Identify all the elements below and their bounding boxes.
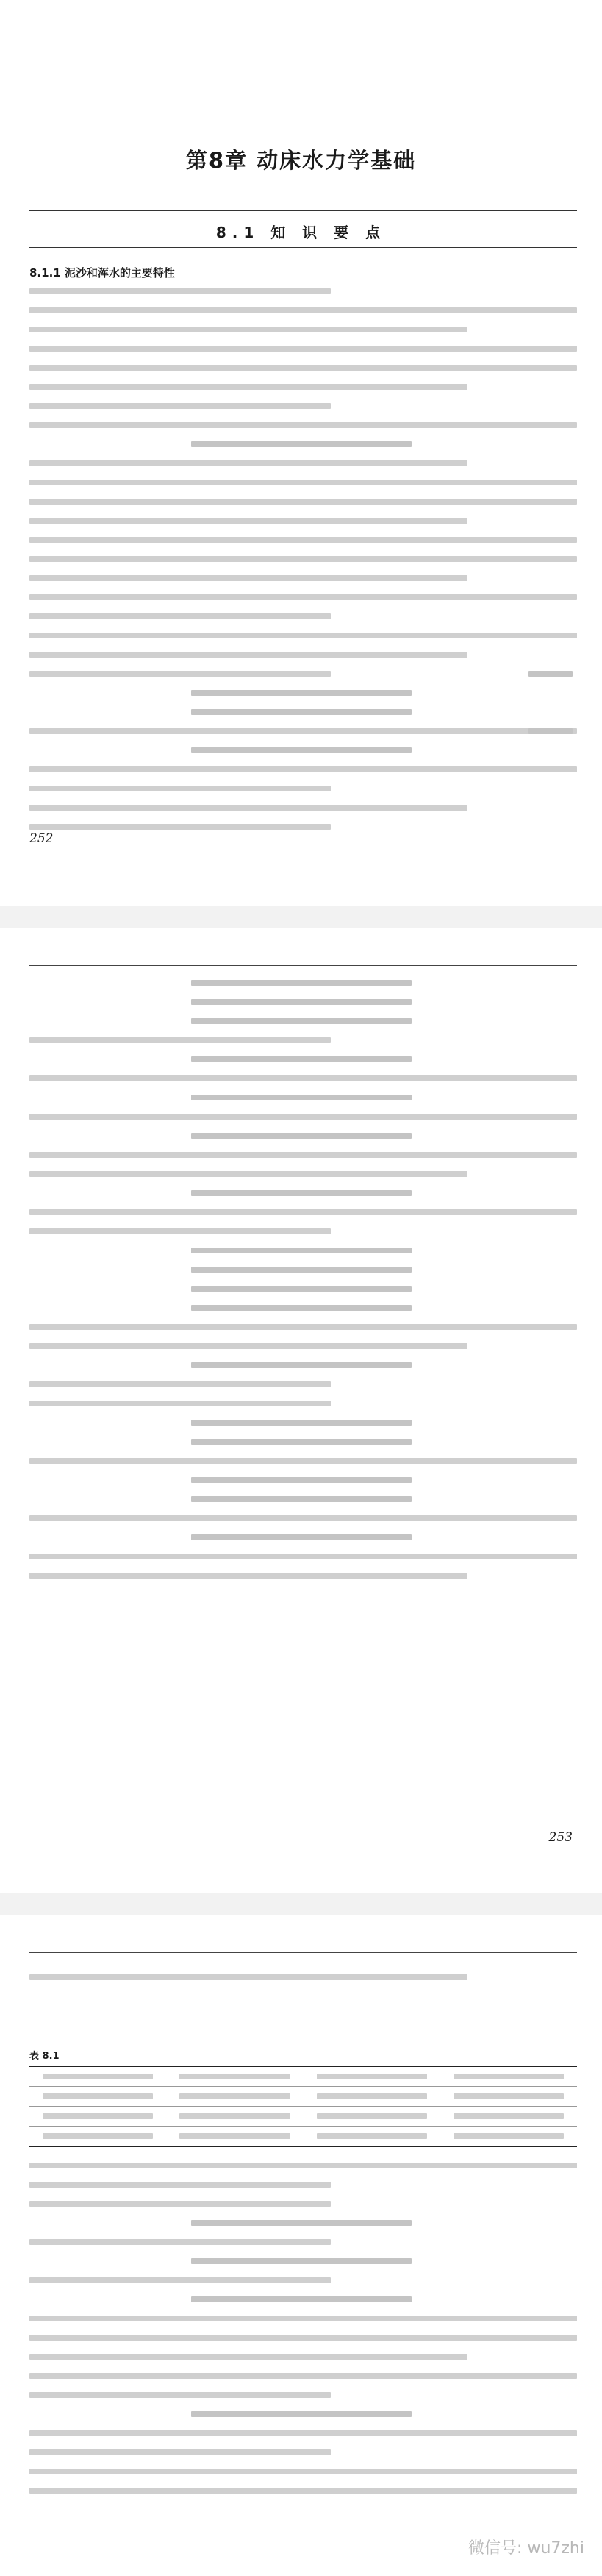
equation-number bbox=[528, 728, 573, 734]
table-header-row bbox=[29, 2067, 577, 2087]
text-line bbox=[29, 2373, 577, 2379]
text-line bbox=[29, 327, 467, 332]
equation-line bbox=[191, 1534, 412, 1540]
text-line bbox=[29, 1324, 577, 1330]
text-line bbox=[29, 1209, 577, 1215]
running-head-rule bbox=[29, 1952, 577, 1953]
text-line bbox=[29, 346, 577, 352]
text-line bbox=[29, 613, 331, 619]
text-line bbox=[29, 2430, 577, 2436]
subsection-heading-8-1-1: 8.1.1 泥沙和浑水的主要特性 bbox=[29, 266, 175, 280]
table-row bbox=[29, 2107, 577, 2127]
equation-line bbox=[191, 980, 412, 986]
equation-line bbox=[191, 1056, 412, 1062]
text-line bbox=[29, 766, 577, 772]
equation-line bbox=[191, 441, 412, 447]
text-line bbox=[29, 671, 331, 677]
equation-line bbox=[191, 1362, 412, 1368]
text-line bbox=[29, 2449, 331, 2455]
text-line bbox=[29, 556, 577, 562]
chapter-title: 第8章 动床水力学基础 bbox=[185, 148, 417, 173]
body-text-block bbox=[29, 980, 577, 1592]
equation-line bbox=[191, 1477, 412, 1483]
text-line bbox=[29, 518, 467, 524]
running-head-rule bbox=[29, 965, 577, 966]
text-line bbox=[29, 2488, 577, 2494]
text-line bbox=[29, 2354, 467, 2360]
text-line bbox=[29, 575, 467, 581]
equation-line bbox=[191, 1439, 412, 1445]
equation-line bbox=[191, 2258, 412, 2264]
equation-line bbox=[191, 1496, 412, 1502]
text-line bbox=[29, 805, 467, 811]
equation-line bbox=[191, 1420, 412, 1426]
text-line bbox=[29, 1152, 577, 1158]
text-line bbox=[29, 652, 467, 658]
text-line bbox=[29, 1554, 577, 1559]
text-line bbox=[29, 365, 577, 371]
text-line bbox=[29, 786, 331, 791]
watermark: 微信号: wu7zhi bbox=[468, 2539, 584, 2558]
text-line bbox=[29, 1381, 331, 1387]
table-row bbox=[29, 2127, 577, 2146]
text-line bbox=[29, 2335, 577, 2341]
text-line bbox=[29, 1228, 331, 1234]
text-line bbox=[29, 1974, 467, 1980]
section-rule-top bbox=[29, 210, 577, 211]
text-line bbox=[29, 403, 331, 409]
body-text-block bbox=[29, 2163, 577, 2507]
table-row bbox=[29, 2087, 577, 2107]
equation-line bbox=[191, 1286, 412, 1292]
text-line bbox=[29, 460, 467, 466]
equation-line bbox=[191, 709, 412, 715]
table-caption: 表 8.1 bbox=[29, 2051, 60, 2062]
text-line bbox=[29, 1515, 577, 1521]
text-line bbox=[29, 1075, 577, 1081]
document-page-2 bbox=[0, 928, 602, 1893]
text-line bbox=[29, 2469, 577, 2474]
text-line bbox=[29, 288, 331, 294]
body-text-block bbox=[29, 288, 577, 843]
equation-line bbox=[191, 1248, 412, 1253]
text-line bbox=[29, 2316, 577, 2321]
data-table bbox=[29, 2066, 577, 2147]
text-line bbox=[29, 1171, 467, 1177]
equation-line bbox=[191, 1133, 412, 1139]
equation-line bbox=[191, 2296, 412, 2302]
text-line bbox=[29, 537, 577, 543]
equation-line bbox=[191, 1095, 412, 1100]
equation-line bbox=[191, 1018, 412, 1024]
text-line bbox=[29, 594, 577, 600]
text-line bbox=[29, 1114, 577, 1120]
document-page-1 bbox=[0, 0, 602, 906]
text-line bbox=[29, 2182, 331, 2188]
text-line bbox=[29, 480, 577, 485]
text-line bbox=[29, 824, 331, 830]
page-number: 252 bbox=[29, 831, 54, 846]
equation-line bbox=[191, 1305, 412, 1311]
equation-line bbox=[191, 999, 412, 1005]
text-line bbox=[29, 2163, 577, 2168]
text-line bbox=[29, 1401, 331, 1406]
text-line bbox=[29, 1343, 467, 1349]
text-line bbox=[29, 1573, 467, 1579]
body-text-block bbox=[29, 1974, 577, 1993]
text-line bbox=[29, 499, 577, 505]
equation-number bbox=[528, 671, 573, 677]
text-line bbox=[29, 633, 577, 638]
text-line bbox=[29, 2239, 331, 2245]
text-line bbox=[29, 728, 577, 734]
section-rule-bottom bbox=[29, 247, 577, 248]
equation-line bbox=[191, 1267, 412, 1273]
equation-line bbox=[191, 747, 412, 753]
text-line bbox=[29, 307, 577, 313]
text-line bbox=[29, 384, 467, 390]
text-line bbox=[29, 2392, 331, 2398]
text-line bbox=[29, 2277, 331, 2283]
equation-line bbox=[191, 2411, 412, 2417]
text-line bbox=[29, 422, 577, 428]
equation-line bbox=[191, 2220, 412, 2226]
equation-line bbox=[191, 1190, 412, 1196]
text-line bbox=[29, 1458, 577, 1464]
text-line bbox=[29, 1037, 331, 1043]
text-line bbox=[29, 2201, 331, 2207]
page-number: 253 bbox=[548, 1830, 573, 1845]
section-title: 8.1 知 识 要 点 bbox=[215, 224, 387, 241]
equation-line bbox=[191, 690, 412, 696]
